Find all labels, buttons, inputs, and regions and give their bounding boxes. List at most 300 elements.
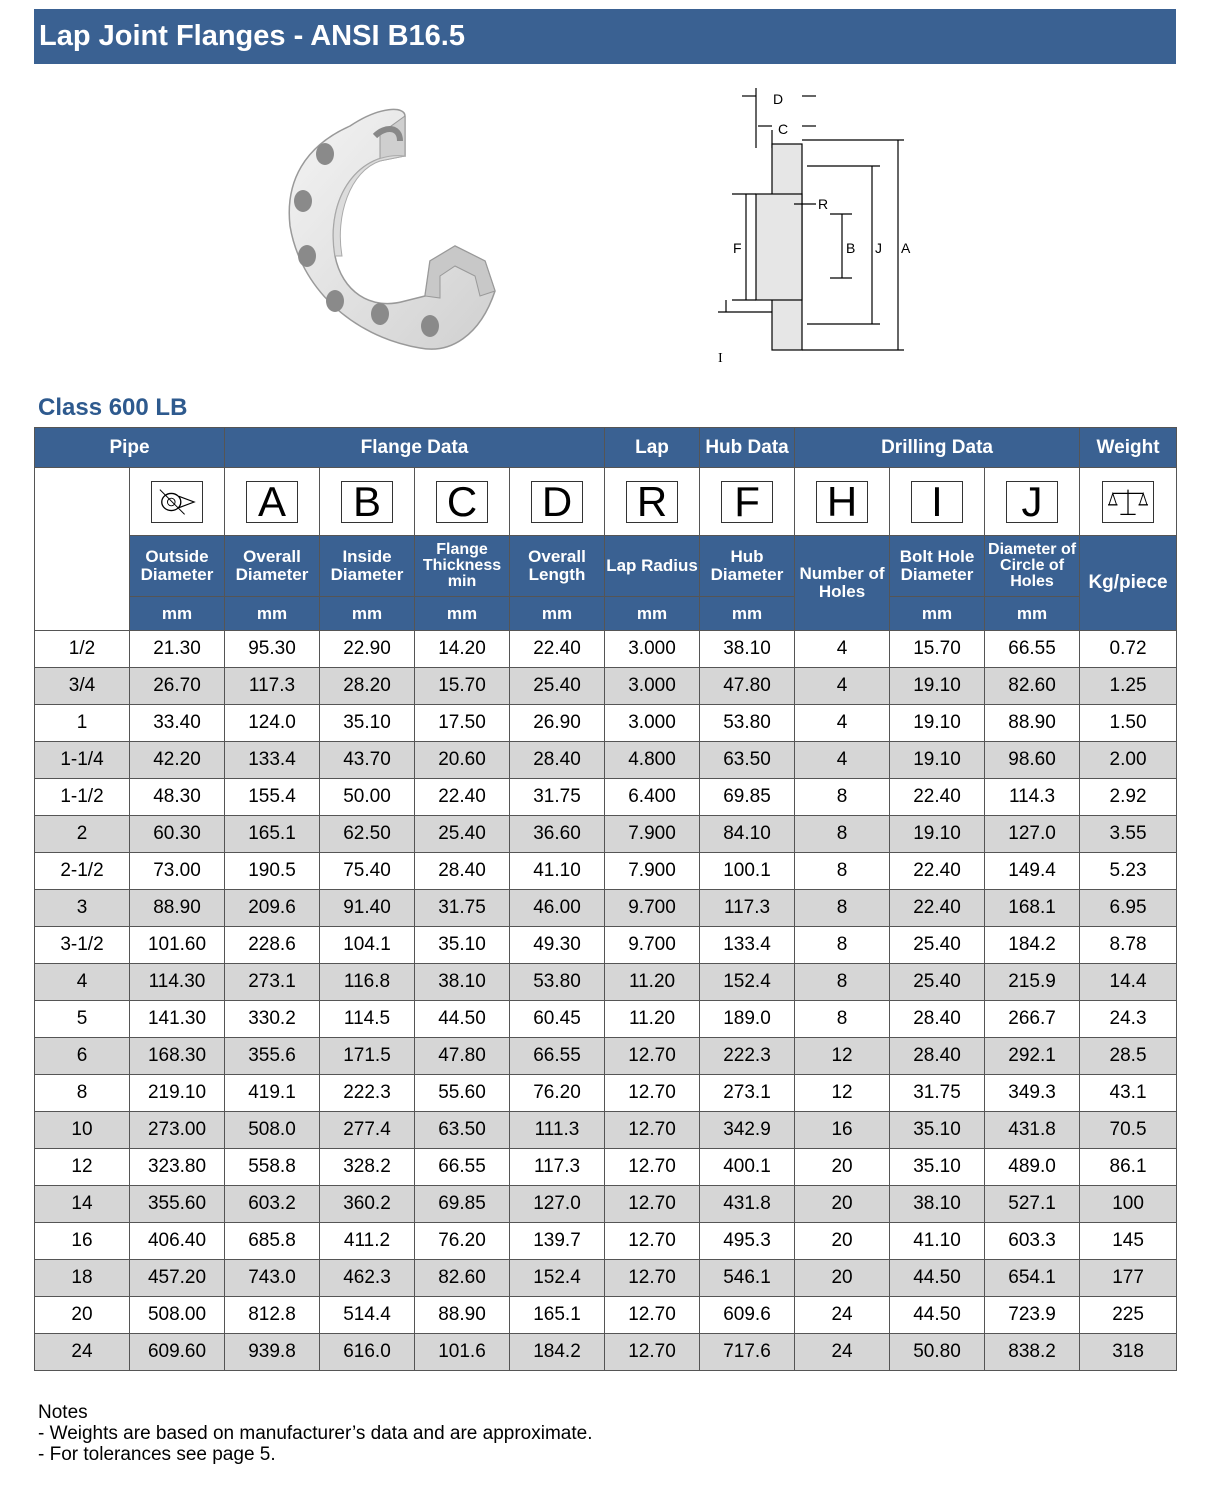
table-cell: 28.20 (320, 668, 415, 705)
table-cell: 66.55 (985, 631, 1080, 668)
table-cell: 22.40 (510, 631, 605, 668)
unit-lap-radius: mm (605, 597, 700, 631)
table-cell: 22.40 (890, 779, 985, 816)
nominal-size-cell: 8 (35, 1075, 130, 1112)
table-cell: 114.3 (985, 779, 1080, 816)
header-hub-diameter: Hub Diameter (700, 536, 795, 597)
table-cell: 149.4 (985, 853, 1080, 890)
table-cell: 8 (795, 816, 890, 853)
table-row (35, 779, 1177, 816)
table-cell: 31.75 (415, 890, 510, 927)
table-cell: 184.2 (985, 927, 1080, 964)
table-cell: 35.10 (890, 1149, 985, 1186)
nominal-size-cell: 2 (35, 816, 130, 853)
scale-icon (1102, 481, 1154, 523)
table-cell: 12.70 (605, 1223, 700, 1260)
table-cell: 603.2 (225, 1186, 320, 1223)
table-cell: 35.10 (415, 927, 510, 964)
page-title: Lap Joint Flanges - ANSI B16.5 (34, 9, 1176, 64)
table-cell: 1.50 (1080, 705, 1177, 742)
table-cell: 3.000 (605, 668, 700, 705)
unit-flange-thickness: mm (415, 597, 510, 631)
table-cell: 20.60 (415, 742, 510, 779)
table-cell: 609.60 (130, 1334, 225, 1371)
letter-B-cell (320, 468, 415, 536)
table-cell: 63.50 (700, 742, 795, 779)
table-cell: 24 (795, 1334, 890, 1371)
label-I: I (718, 351, 723, 366)
table-row (35, 1149, 1177, 1186)
table-cell: 12.70 (605, 1149, 700, 1186)
table-cell: 20 (795, 1149, 890, 1186)
table-cell: 165.1 (510, 1297, 605, 1334)
label-C: C (778, 121, 789, 137)
table-cell: 4 (795, 742, 890, 779)
table-cell: 4.800 (605, 742, 700, 779)
group-lap: Lap (605, 428, 700, 468)
table-cell: 12.70 (605, 1186, 700, 1223)
table-cell: 743.0 (225, 1260, 320, 1297)
table-cell: 84.10 (700, 816, 795, 853)
table-cell: 4 (795, 705, 890, 742)
table-cell: 22.90 (320, 631, 415, 668)
table-cell: 419.1 (225, 1075, 320, 1112)
table-cell: 273.00 (130, 1112, 225, 1149)
table-cell: 82.60 (415, 1260, 510, 1297)
table-cell: 35.10 (320, 705, 415, 742)
table-cell: 215.9 (985, 964, 1080, 1001)
table-cell: 546.1 (700, 1260, 795, 1297)
nominal-size-cell: 3 (35, 890, 130, 927)
table-cell: 328.2 (320, 1149, 415, 1186)
table-cell: 25.40 (890, 964, 985, 1001)
letter-I-cell (890, 468, 985, 536)
table-cell: 26.90 (510, 705, 605, 742)
table-cell: 33.40 (130, 705, 225, 742)
table-cell: 62.50 (320, 816, 415, 853)
class-title: Class 600 LB (38, 394, 188, 421)
table-cell: 165.1 (225, 816, 320, 853)
table-cell: 48.30 (130, 779, 225, 816)
note-line: - Weights are based on manufacturer’s data and are approximate. (38, 1423, 593, 1444)
table-cell: 66.55 (415, 1149, 510, 1186)
table-cell: 603.3 (985, 1223, 1080, 1260)
nominal-size-cell: 6 (35, 1038, 130, 1075)
table-cell: 184.2 (510, 1334, 605, 1371)
table-row (35, 1112, 1177, 1149)
table-cell: 12.70 (605, 1260, 700, 1297)
table-cell: 9.700 (605, 890, 700, 927)
table-cell: 47.80 (415, 1038, 510, 1075)
header-flange-thickness: Flange Thickness min (415, 536, 510, 597)
table-cell: 69.85 (415, 1186, 510, 1223)
table-cell: 266.7 (985, 1001, 1080, 1038)
table-cell: 20 (795, 1260, 890, 1297)
table-cell: 558.8 (225, 1149, 320, 1186)
notes-heading: Notes (38, 1402, 88, 1423)
table-cell: 38.10 (700, 631, 795, 668)
nominal-size-cell: 10 (35, 1112, 130, 1149)
table-cell: 717.6 (700, 1334, 795, 1371)
table-cell: 939.8 (225, 1334, 320, 1371)
nominal-size-cell: 1/2 (35, 631, 130, 668)
table-cell: 95.30 (225, 631, 320, 668)
table-cell: 457.20 (130, 1260, 225, 1297)
header-lap-radius: Lap Radius (605, 536, 700, 597)
table-cell: 22.40 (415, 779, 510, 816)
table-cell: 46.00 (510, 890, 605, 927)
table-cell: 360.2 (320, 1186, 415, 1223)
table-cell: 6.95 (1080, 890, 1177, 927)
flange-dimensions-table (34, 427, 1177, 1371)
pipe-icon (151, 481, 203, 523)
table-body (35, 631, 1177, 1371)
header-bolt-hole-diameter: Bolt Hole Diameter (890, 536, 985, 597)
table-cell: 349.3 (985, 1075, 1080, 1112)
nominal-size-cell: 24 (35, 1334, 130, 1371)
header-kg-piece: Kg/piece (1080, 536, 1177, 631)
nominal-pipe-size-header (35, 468, 130, 631)
table-cell: 527.1 (985, 1186, 1080, 1223)
table-cell: 273.1 (225, 964, 320, 1001)
table-cell: 190.5 (225, 853, 320, 890)
pipe-icon-cell (130, 468, 225, 536)
table-row (35, 927, 1177, 964)
table-cell: 28.40 (510, 742, 605, 779)
letter-D-cell (510, 468, 605, 536)
table-cell: 19.10 (890, 705, 985, 742)
table-cell: 114.30 (130, 964, 225, 1001)
letter-D: D (531, 481, 583, 523)
table-cell: 26.70 (130, 668, 225, 705)
table-cell: 152.4 (510, 1260, 605, 1297)
table-cell: 0.72 (1080, 631, 1177, 668)
table-cell: 25.40 (890, 927, 985, 964)
table-cell: 91.40 (320, 890, 415, 927)
table-row (35, 705, 1177, 742)
table-cell: 12.70 (605, 1112, 700, 1149)
table-cell: 124.0 (225, 705, 320, 742)
scale-icon-cell (1080, 468, 1177, 536)
unit-diameter-circle-holes: mm (985, 597, 1080, 631)
letter-R-cell (605, 468, 700, 536)
table-cell: 168.30 (130, 1038, 225, 1075)
table-cell: 24.3 (1080, 1001, 1177, 1038)
table-cell: 41.10 (510, 853, 605, 890)
table-cell: 323.80 (130, 1149, 225, 1186)
nominal-size-cell: 20 (35, 1297, 130, 1334)
table-cell: 812.8 (225, 1297, 320, 1334)
nominal-size-cell: 12 (35, 1149, 130, 1186)
table-cell: 12.70 (605, 1038, 700, 1075)
header-inside-diameter: Inside Diameter (320, 536, 415, 597)
notes (38, 1402, 593, 1465)
table-cell: 116.8 (320, 964, 415, 1001)
table-cell: 489.0 (985, 1149, 1080, 1186)
table-cell: 60.30 (130, 816, 225, 853)
label-F: F (733, 240, 742, 256)
table-cell: 44.50 (415, 1001, 510, 1038)
group-drilling-data: Drilling Data (795, 428, 1080, 468)
table-cell: 127.0 (985, 816, 1080, 853)
table-row (35, 1260, 1177, 1297)
letter-F: F (721, 481, 773, 523)
unit-overall-length: mm (510, 597, 605, 631)
table-cell: 31.75 (510, 779, 605, 816)
table-cell: 35.10 (890, 1112, 985, 1149)
table-cell: 6.400 (605, 779, 700, 816)
table-cell: 28.40 (890, 1001, 985, 1038)
table-cell: 318 (1080, 1334, 1177, 1371)
table-cell: 228.6 (225, 927, 320, 964)
unit-outside-diameter: mm (130, 597, 225, 631)
table-cell: 114.5 (320, 1001, 415, 1038)
label-A: A (901, 240, 911, 256)
letter-H: H (816, 481, 868, 523)
table-cell: 25.40 (415, 816, 510, 853)
table-cell: 277.4 (320, 1112, 415, 1149)
table-cell: 273.1 (700, 1075, 795, 1112)
nominal-size-cell: 5 (35, 1001, 130, 1038)
nominal-pipe-size-label: Nominal Pipe Size (61, 491, 103, 607)
table-cell: 76.20 (510, 1075, 605, 1112)
nominal-size-cell: 14 (35, 1186, 130, 1223)
letter-J-cell (985, 468, 1080, 536)
table-cell: 8 (795, 927, 890, 964)
table-cell: 100 (1080, 1186, 1177, 1223)
nominal-size-cell: 3-1/2 (35, 927, 130, 964)
table-cell: 462.3 (320, 1260, 415, 1297)
table-cell: 76.20 (415, 1223, 510, 1260)
table-cell: 342.9 (700, 1112, 795, 1149)
table-cell: 36.60 (510, 816, 605, 853)
table-row (35, 964, 1177, 1001)
table-cell: 49.30 (510, 927, 605, 964)
table-cell: 100.1 (700, 853, 795, 890)
table-cell: 355.6 (225, 1038, 320, 1075)
nominal-size-cell: 1-1/4 (35, 742, 130, 779)
table-cell: 28.40 (415, 853, 510, 890)
table-cell: 20 (795, 1223, 890, 1260)
table-row (35, 742, 1177, 779)
table-cell: 8 (795, 853, 890, 890)
unit-bolt-hole-diameter: mm (890, 597, 985, 631)
table-cell: 117.3 (510, 1149, 605, 1186)
table-cell: 21.30 (130, 631, 225, 668)
table-row (35, 1075, 1177, 1112)
table-cell: 723.9 (985, 1297, 1080, 1334)
unit-hub-diameter: mm (700, 597, 795, 631)
nominal-size-cell: 3/4 (35, 668, 130, 705)
table-cell: 88.90 (130, 890, 225, 927)
nominal-size-cell: 1 (35, 705, 130, 742)
note-line: - For tolerances see page 5. (38, 1444, 276, 1465)
table-row (35, 890, 1177, 927)
label-B: B (846, 240, 856, 256)
table-cell: 17.50 (415, 705, 510, 742)
table-cell: 222.3 (320, 1075, 415, 1112)
table-cell: 19.10 (890, 742, 985, 779)
table-cell: 53.80 (510, 964, 605, 1001)
flange-illustration (280, 86, 552, 378)
table-cell: 514.4 (320, 1297, 415, 1334)
table-cell: 16 (795, 1112, 890, 1149)
table-cell: 3.55 (1080, 816, 1177, 853)
table-cell: 25.40 (510, 668, 605, 705)
table-cell: 24 (795, 1297, 890, 1334)
table-row (35, 1334, 1177, 1371)
table-cell: 8 (795, 964, 890, 1001)
table-cell: 3.000 (605, 705, 700, 742)
table-cell: 98.60 (985, 742, 1080, 779)
table-cell: 7.900 (605, 853, 700, 890)
table-cell: 189.0 (700, 1001, 795, 1038)
table-cell: 44.50 (890, 1297, 985, 1334)
nominal-size-cell: 16 (35, 1223, 130, 1260)
table-cell: 50.80 (890, 1334, 985, 1371)
table-cell: 4 (795, 631, 890, 668)
table-cell: 63.50 (415, 1112, 510, 1149)
letter-B: B (341, 481, 393, 523)
letter-C-cell (415, 468, 510, 536)
table-cell: 508.0 (225, 1112, 320, 1149)
table-cell: 43.70 (320, 742, 415, 779)
table-row (35, 1297, 1177, 1334)
table-cell: 127.0 (510, 1186, 605, 1223)
table-cell: 19.10 (890, 668, 985, 705)
table-cell: 12.70 (605, 1075, 700, 1112)
table-cell: 101.60 (130, 927, 225, 964)
table-cell: 411.2 (320, 1223, 415, 1260)
table-cell: 209.6 (225, 890, 320, 927)
group-flange-data: Flange Data (225, 428, 605, 468)
table-cell: 222.3 (700, 1038, 795, 1075)
table-row (35, 1038, 1177, 1075)
table-cell: 47.80 (700, 668, 795, 705)
header-overall-length: Overall Length (510, 536, 605, 597)
letter-F-cell (700, 468, 795, 536)
table-cell: 654.1 (985, 1260, 1080, 1297)
table-cell: 508.00 (130, 1297, 225, 1334)
table-cell: 431.8 (985, 1112, 1080, 1149)
table-cell: 3.000 (605, 631, 700, 668)
nominal-size-cell: 4 (35, 964, 130, 1001)
table-cell: 7.900 (605, 816, 700, 853)
table-cell: 104.1 (320, 927, 415, 964)
group-hub-data: Hub Data (700, 428, 795, 468)
table-row (35, 853, 1177, 890)
table-cell: 616.0 (320, 1334, 415, 1371)
table-cell: 330.2 (225, 1001, 320, 1038)
table-cell: 42.20 (130, 742, 225, 779)
table-cell: 292.1 (985, 1038, 1080, 1075)
table-cell: 145 (1080, 1223, 1177, 1260)
table-cell: 66.55 (510, 1038, 605, 1075)
table-cell: 15.70 (890, 631, 985, 668)
table-row (35, 668, 1177, 705)
table-cell: 14.4 (1080, 964, 1177, 1001)
table-cell: 20 (795, 1186, 890, 1223)
table-cell: 177 (1080, 1260, 1177, 1297)
label-D: D (773, 91, 784, 107)
table-cell: 155.4 (225, 779, 320, 816)
table-cell: 69.85 (700, 779, 795, 816)
nominal-size-cell: 18 (35, 1260, 130, 1297)
table-cell: 225 (1080, 1297, 1177, 1334)
header-outside-diameter: Outside Diameter (130, 536, 225, 597)
table-cell: 101.6 (415, 1334, 510, 1371)
table-cell: 4 (795, 668, 890, 705)
table-cell: 117.3 (700, 890, 795, 927)
table-cell: 117.3 (225, 668, 320, 705)
flange-dimension-drawing (712, 86, 922, 368)
table-cell: 139.7 (510, 1223, 605, 1260)
table-cell: 133.4 (225, 742, 320, 779)
table-cell: 406.40 (130, 1223, 225, 1260)
header-overall-diameter: Overall Diameter (225, 536, 320, 597)
table-cell: 31.75 (890, 1075, 985, 1112)
table-cell: 38.10 (415, 964, 510, 1001)
table-cell: 400.1 (700, 1149, 795, 1186)
table-cell: 53.80 (700, 705, 795, 742)
table-cell: 70.5 (1080, 1112, 1177, 1149)
table-cell: 11.20 (605, 1001, 700, 1038)
table-cell: 8 (795, 779, 890, 816)
table-cell: 8.78 (1080, 927, 1177, 964)
table-cell: 12.70 (605, 1334, 700, 1371)
letter-A: A (246, 481, 298, 523)
table-cell: 19.10 (890, 816, 985, 853)
label-J: J (875, 240, 882, 256)
table-cell: 75.40 (320, 853, 415, 890)
table-cell: 43.1 (1080, 1075, 1177, 1112)
table-cell: 1.25 (1080, 668, 1177, 705)
table-cell: 111.3 (510, 1112, 605, 1149)
header-diameter-circle-holes: Diameter of Circle of Holes (985, 536, 1080, 597)
table-cell: 355.60 (130, 1186, 225, 1223)
table-cell: 2.00 (1080, 742, 1177, 779)
table-cell: 22.40 (890, 890, 985, 927)
letter-J: J (1006, 481, 1058, 523)
letter-C: C (436, 481, 488, 523)
unit-inside-diameter: mm (320, 597, 415, 631)
group-pipe: Pipe (35, 428, 225, 468)
table-cell: 44.50 (890, 1260, 985, 1297)
table-row (35, 1223, 1177, 1260)
table-cell: 86.1 (1080, 1149, 1177, 1186)
table-cell: 838.2 (985, 1334, 1080, 1371)
table-cell: 28.5 (1080, 1038, 1177, 1075)
table-cell: 88.90 (985, 705, 1080, 742)
table-cell: 22.40 (890, 853, 985, 890)
table-cell: 685.8 (225, 1223, 320, 1260)
letter-H-cell (795, 468, 890, 536)
letter-A-cell (225, 468, 320, 536)
letter-I: I (911, 481, 963, 523)
letter-R: R (626, 481, 678, 523)
table-row (35, 1001, 1177, 1038)
table-cell: 2.92 (1080, 779, 1177, 816)
table-cell: 133.4 (700, 927, 795, 964)
unit-overall-diameter: mm (225, 597, 320, 631)
group-weight: Weight (1080, 428, 1177, 468)
table-cell: 41.10 (890, 1223, 985, 1260)
table-cell: 82.60 (985, 668, 1080, 705)
table-cell: 15.70 (415, 668, 510, 705)
table-cell: 495.3 (700, 1223, 795, 1260)
table-cell: 11.20 (605, 964, 700, 1001)
table-cell: 431.8 (700, 1186, 795, 1223)
